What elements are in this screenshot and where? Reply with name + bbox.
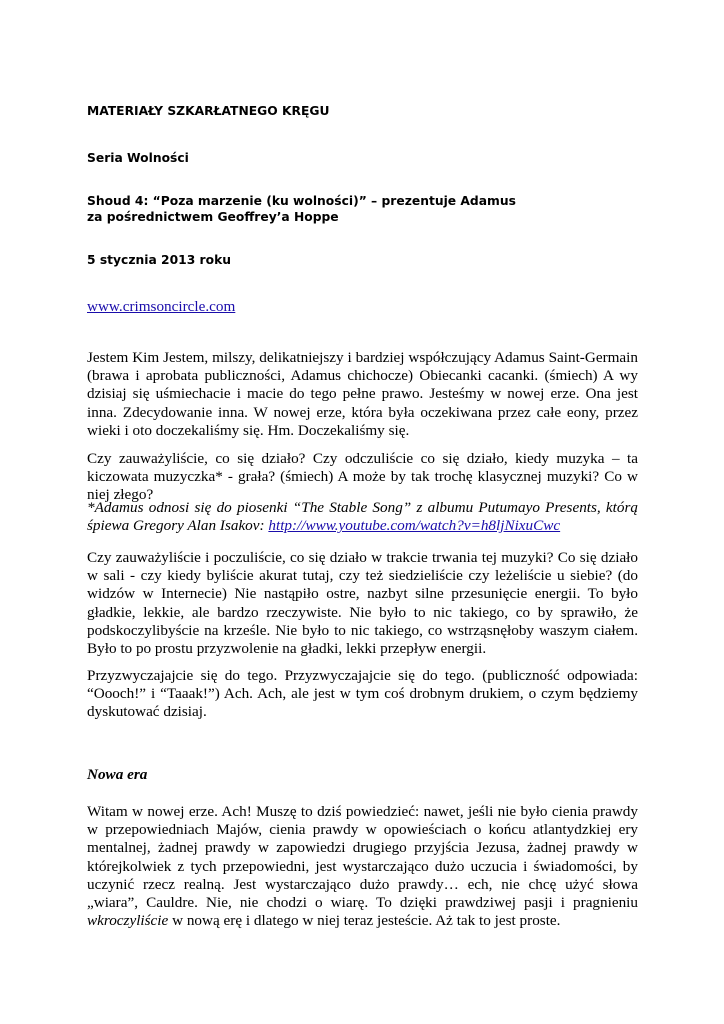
new-era-text-end: w nową erę i dlatego w niej teraz jesteście. Aż tak to jest proste.	[172, 912, 561, 930]
website-line	[87, 298, 235, 316]
footnote-text: *Adamus odnosi się do piosenki “The Stable Song” z albumu Putumayo Presents, którą śpiewa Gregory Alan Isakov:	[87, 499, 638, 535]
section-heading: Nowa era	[87, 766, 148, 783]
paragraph-intro: Jestem Kim Jestem, milszy, delikatniejszy i bardziej współczujący Adamus Saint-Germain (brawa i aprobata publiczności, Adamus chichocze) Obiecanki cacanki. (śmiech) A wy dzisiaj się uśmiechacie i macie do tego pełne prawo. Jesteśmy w nowej erze. Ona jest inna. Zdecydowanie inna. W nowej erze, która była oczekiwana przez całe eony, przez wieki i oto doczekaliśmy się. Hm. Doczekaliśmy się.	[87, 349, 638, 439]
new-era-emphasis: wkroczyliście	[87, 912, 169, 930]
paragraph-getting-used: Przyzwyczajajcie się do tego. Przyzwyczajajcie się do tego. (publiczność odpowiada: “Oooch!” i “Taaak!”) Ach. Ach, ale jest w tym coś drobnym drukiem, o czym będziemy dyskutować dzisiaj.	[87, 667, 638, 721]
date-line: 5 stycznia 2013 roku	[87, 253, 231, 267]
website-link[interactable]: www.crimsoncircle.com	[87, 298, 236, 315]
new-era-text: Witam w nowej erze. Ach! Muszę to dziś powiedzieć: nawet, jeśli nie było cienia prawdy w przepowiedniach Majów, cienia prawdy w opowieściach o końcu atlantydzkiej ery mentalnej, żadnej prawdy w zapowiedzi drugiego przyjścia Jezusa, żadnej prawdy w którejkolwiek z tych przepowiedni, jest wystarczająco dużo uczucia i świadomości, by uczynić rzecz realną. Jest wystarczająco dużo prawdy… ech, nie chcę użyć słowa „wiara”, Cauldre. Nie, nie chodzi o wiarę. To dzięki prawdziwej pasji i pragnieniu	[87, 803, 638, 912]
paragraph-energy: Czy zauważyliście i poczuliście, co się działo w trakcie trwania tej muzyki? Co się działo w sali - czy kiedy byliście akurat tutaj, czy też siedzieliście czy leżeliście u siebie? (do widzów w Internecie) Nie nastąpiło ostre, nazbyt silne przesunięcie energii. To było gładkie, lekkie, ale bardzo rzeczywiste. Nie było to nic takiego, co by sprawiło, że podskoczylibyście na krześle. Nie było to nic takiego, co wstrząsnęłoby waszym ciałem. Było to po prostu przyzwolenie na gładki, lekki przepływ energii.	[87, 549, 638, 658]
collection-title: MATERIAŁY SZKARŁATNEGO KRĘGU	[87, 104, 330, 118]
footnote-paragraph	[87, 499, 638, 535]
shoud-title-line2: za pośrednictwem Geoffrey’a Hoppe	[87, 210, 339, 224]
youtube-link[interactable]: http://www.youtube.com/watch?v=h8ljNixuCwc	[268, 517, 561, 535]
paragraph-new-era	[87, 803, 638, 930]
paragraph-music: Czy zauważyliście, co się działo? Czy odczuliście co się działo, kiedy muzyka – ta kiczowata muzyczka* - grała? (śmiech) A może by tak trochę klasycznej muzyki? Co w niej złego?	[87, 450, 638, 504]
shoud-title-line1: Shoud 4: “Poza marzenie (ku wolności)” – prezentuje Adamus	[87, 194, 516, 208]
series-title: Seria Wolności	[87, 151, 189, 165]
